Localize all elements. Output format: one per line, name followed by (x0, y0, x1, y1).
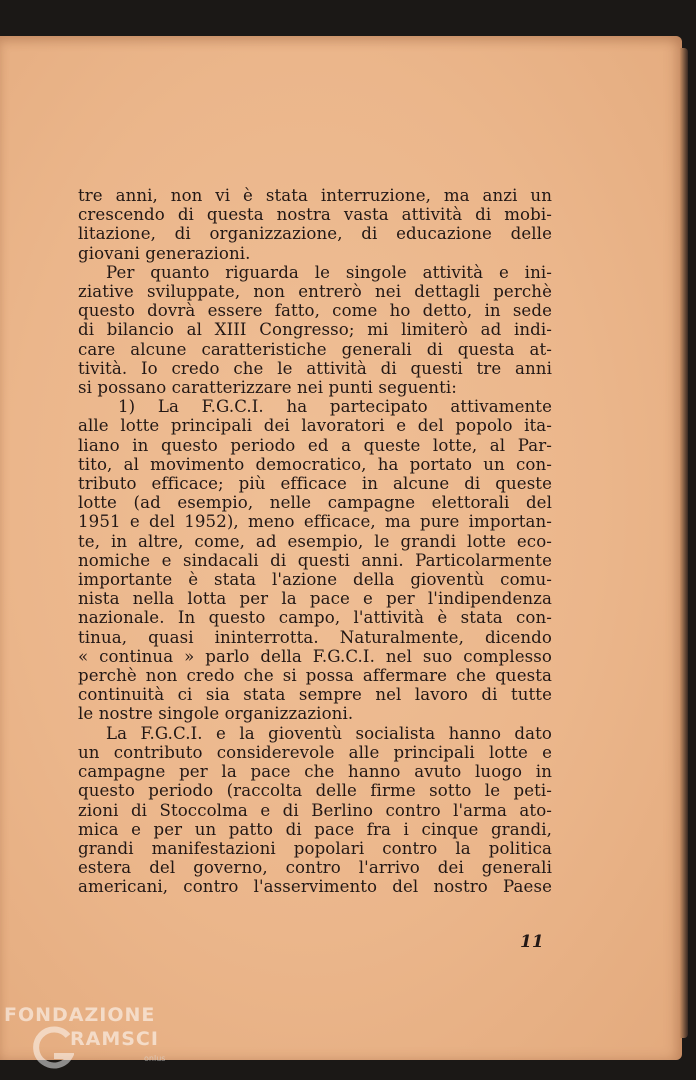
paragraph-1 (78, 186, 552, 263)
text-line: lotte (ad esempio, nelle campagne elettorali del (78, 493, 552, 513)
text-line: mica e per un patto di pace fra i cinque grandi, (78, 819, 552, 839)
text-line: tinua, quasi ininterrotta. Naturalmente, dicendo (78, 627, 552, 647)
text-line: nista nella lotta per la pace e per l'indipendenza (78, 589, 552, 609)
text-line: estera del governo, contro l'arrivo dei generali (78, 858, 552, 878)
text-line: ziative sviluppate, non entrerò nei dettagli perchè (78, 282, 552, 302)
paragraph-3 (78, 397, 552, 723)
text-line: giovani generazioni. (78, 243, 251, 263)
text-line: care alcune caratteristiche generali di questa at- (78, 339, 552, 359)
text-line: tributo efficace; più efficace in alcune di queste (78, 474, 552, 494)
text-line: tre anni, non vi è stata interruzione, ma anzi un (78, 186, 552, 205)
text-line: importante è stata l'azione della gioventù comu- (78, 570, 552, 590)
paragraph-2 (78, 263, 552, 397)
body-text (78, 186, 552, 897)
text-line: crescendo di questa nostra vasta attività di mobi- (78, 205, 552, 225)
paragraph-4 (78, 724, 552, 897)
text-line: questo dovrà essere fatto, come ho detto, in sede (78, 301, 552, 321)
text-line: nomiche e sindacali di questi anni. Particolarmente (78, 550, 552, 570)
watermark-suffix: onlus (144, 1054, 166, 1063)
text-line: grandi manifestazioni popolari contro la politica (78, 838, 552, 858)
text-line: questo periodo (raccolta delle firme sotto le peti- (78, 781, 552, 801)
book-page (0, 36, 682, 1060)
text-line: 1951 e del 1952), meno efficace, ma pure importan- (78, 512, 552, 532)
text-line: « continua » parlo della F.G.C.I. nel suo complesso (78, 646, 552, 666)
watermark-line2: RAMSCI (70, 1028, 159, 1050)
text-line: campagne per la pace che hanno avuto luogo in (78, 762, 552, 782)
text-line: tività. Io credo che le attività di questi tre anni (78, 358, 552, 378)
text-line: americani, contro l'asservimento del nostro Paese (78, 877, 552, 897)
text-line: Per quanto riguarda le singole attività e ini- (106, 262, 552, 282)
text-line: tito, al movimento democratico, ha portato un con- (78, 454, 552, 474)
watermark-line1: FONDAZIONE (4, 1004, 156, 1026)
text-line: litazione, di organizzazione, di educazione delle (78, 224, 552, 244)
text-line: 1) La F.G.C.I. ha partecipato attivamente (118, 397, 552, 417)
text-line: La F.G.C.I. e la gioventù socialista hanno dato (106, 723, 552, 743)
text-line: un contributo considerevole alle principali lotte e (78, 742, 552, 762)
page-number: 11 (520, 932, 544, 952)
text-line: alle lotte principali dei lavoratori e del popolo ita- (78, 416, 552, 436)
text-line: si possano caratterizzare nei punti seguenti: (78, 378, 457, 398)
page-edge (680, 48, 688, 1038)
text-line: perchè non credo che si possa affermare che questa (78, 666, 552, 686)
text-line: te, in altre, come, ad esempio, le grandi lotte eco- (78, 531, 552, 551)
text-line: di bilancio al XIII Congresso; mi limiterò ad indi- (78, 320, 552, 340)
text-line: zioni di Stoccolma e di Berlino contro l'arma ato- (78, 800, 552, 820)
text-line: nazionale. In questo campo, l'attività è stata con- (78, 608, 552, 628)
text-line: continuità ci sia stata sempre nel lavoro di tutte (78, 685, 552, 705)
text-line: le nostre singole organizzazioni. (78, 704, 354, 724)
text-line: liano in questo periodo ed a queste lotte, al Par- (78, 435, 552, 455)
